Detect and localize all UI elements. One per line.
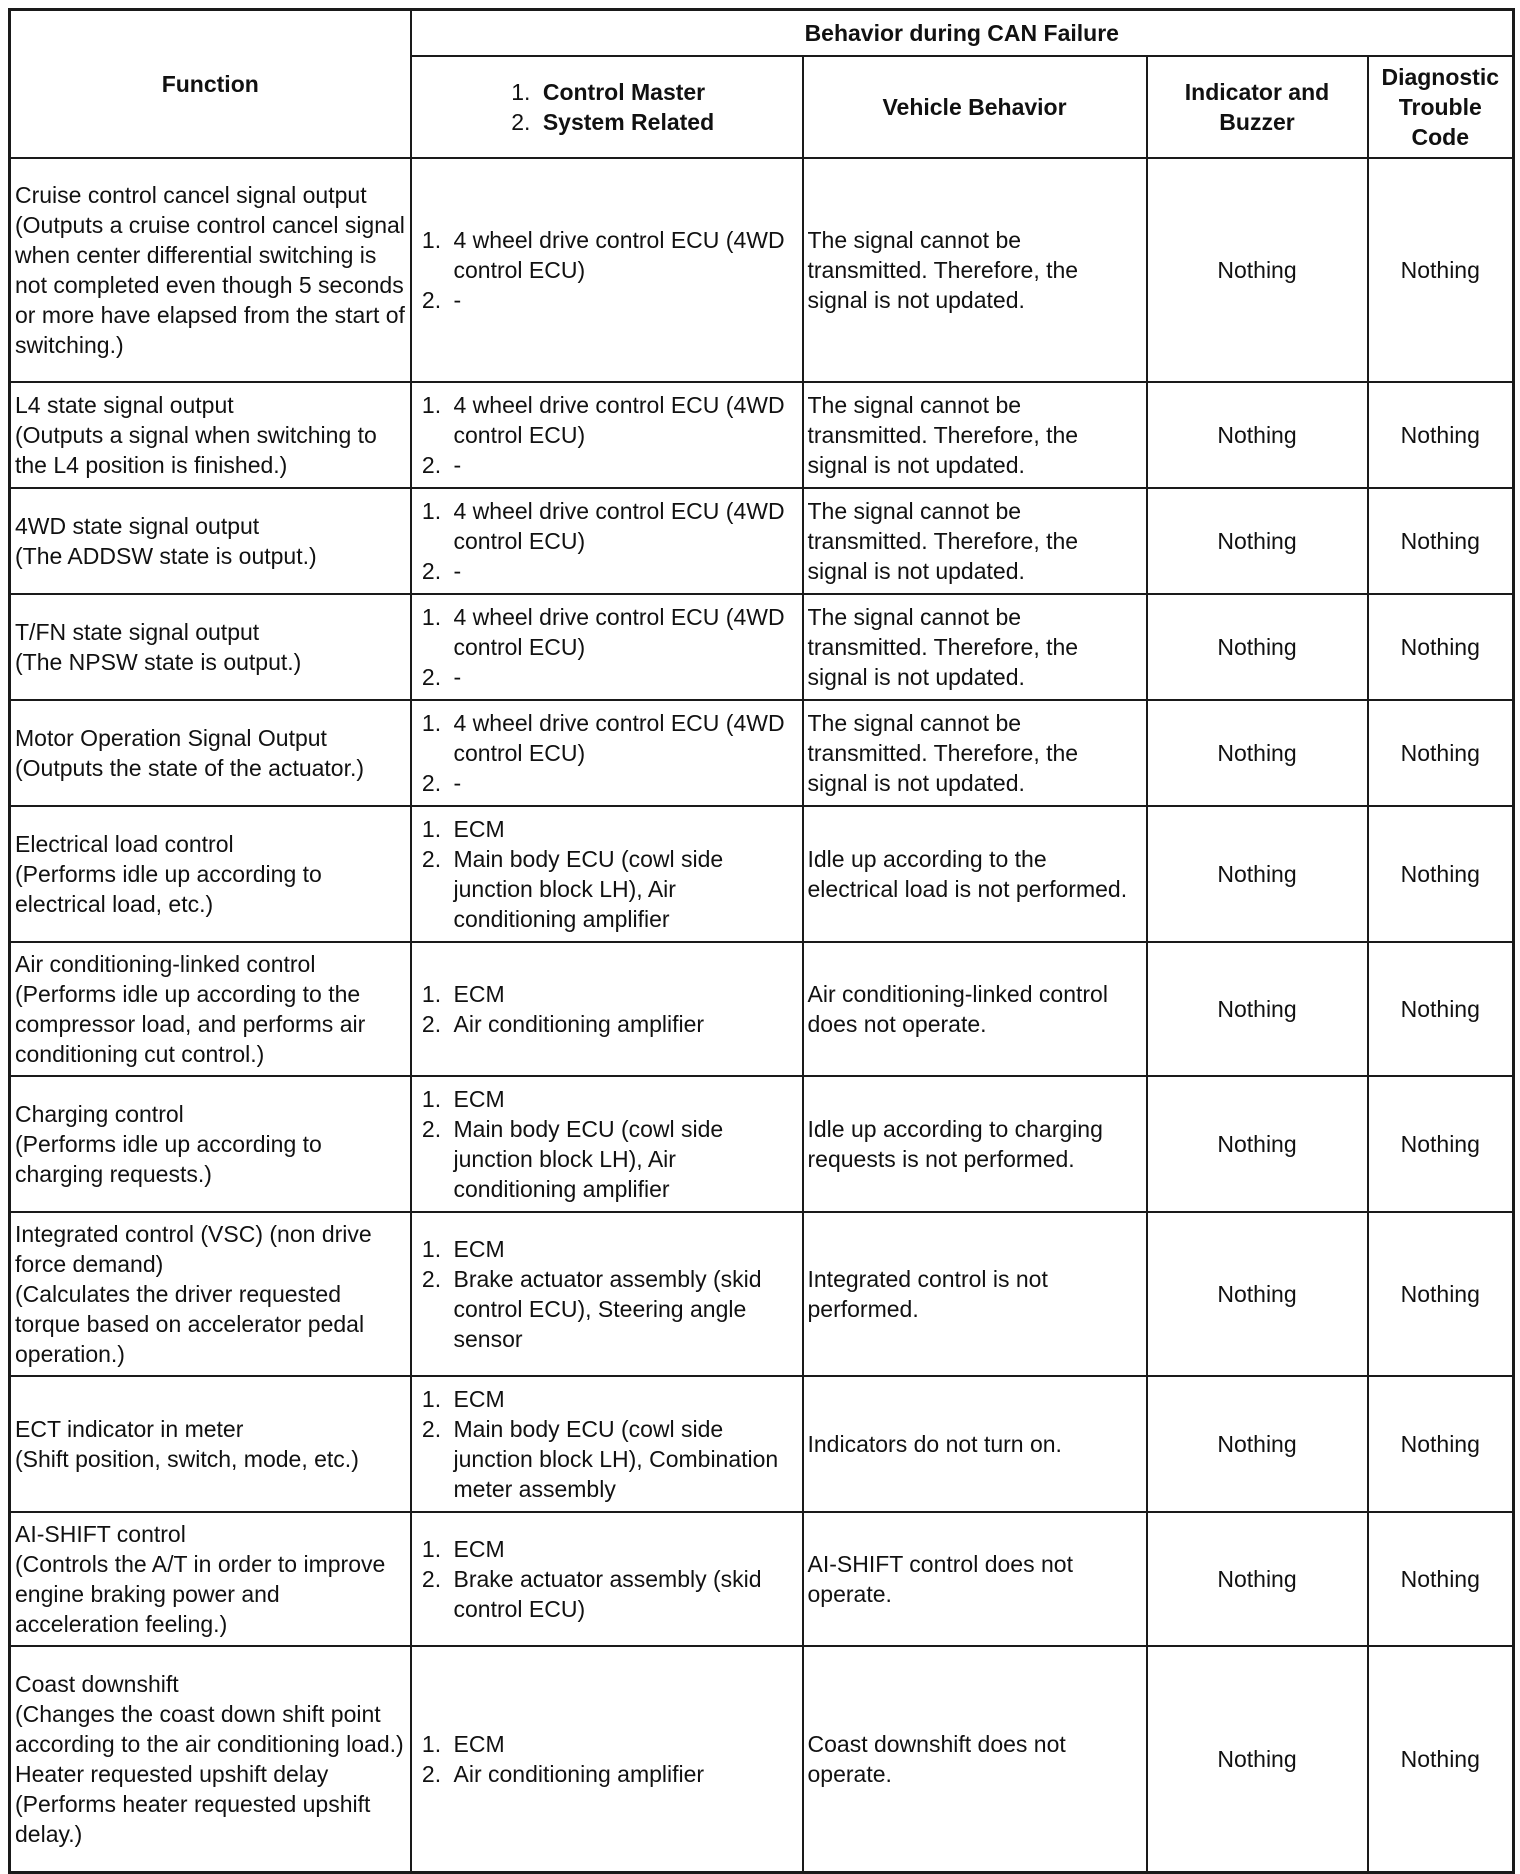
vehicle-behavior-cell: AI-SHIFT control does not operate. <box>803 1512 1147 1646</box>
function-cell <box>10 1376 411 1512</box>
function-text: ECT indicator in meter <box>15 1416 244 1442</box>
table-row <box>10 158 1514 382</box>
control-master-cell <box>411 700 803 806</box>
function-text: Charging control <box>15 1101 184 1127</box>
control-master-cell <box>411 942 803 1076</box>
function-text: (Controls the A/T in order to improve engine braking power and acceleration feeling.) <box>15 1551 386 1637</box>
control-master-item: 1. 4 wheel drive control ECU (4WD control ECU) <box>448 708 798 768</box>
function-text: Electrical load control <box>15 831 234 857</box>
system-related-item: 2. Main body ECU (cowl side junction block LH), Air conditioning amplifier <box>448 844 798 934</box>
function-text: (Changes the coast down shift point according to the air conditioning load.) <box>15 1700 404 1757</box>
table-row <box>10 806 1514 942</box>
function-cell <box>10 806 411 942</box>
control-master-cell <box>411 488 803 594</box>
control-master-item: 1. ECM <box>448 1384 798 1414</box>
indicator-buzzer-cell: Nothing <box>1147 942 1368 1076</box>
control-master-cell <box>411 1076 803 1212</box>
system-related-item: 2. Main body ECU (cowl side junction block LH), Air conditioning amplifier <box>448 1114 798 1204</box>
header-indicator-buzzer: Indicator and Buzzer <box>1147 56 1368 158</box>
header-function: Function <box>10 10 411 159</box>
function-text: Heater requested upshift delay <box>15 1760 329 1787</box>
table-body <box>10 158 1514 1872</box>
control-master-item: 1. ECM <box>448 1084 798 1114</box>
indicator-buzzer-cell: Nothing <box>1147 488 1368 594</box>
can-failure-table <box>8 8 1515 1874</box>
dtc-cell: Nothing <box>1368 1512 1514 1646</box>
function-text: (Performs idle up according to the compressor load, and performs air conditioning cut control.) <box>15 981 366 1067</box>
control-master-item: 1. ECM <box>448 1234 798 1264</box>
system-related-item: 2. - <box>448 285 798 315</box>
control-master-item: 1. ECM <box>448 814 798 844</box>
dtc-cell: Nothing <box>1368 942 1514 1076</box>
indicator-buzzer-cell: Nothing <box>1147 1646 1368 1872</box>
function-cell <box>10 1212 411 1376</box>
vehicle-behavior-cell: The signal cannot be transmitted. Therefore, the signal is not updated. <box>803 382 1147 488</box>
system-related-item: 2. Main body ECU (cowl side junction block LH), Combination meter assembly <box>448 1414 798 1504</box>
header-dtc: Diagnostic Trouble Code <box>1368 56 1514 158</box>
control-master-cell <box>411 1512 803 1646</box>
table-row <box>10 594 1514 700</box>
dtc-cell: Nothing <box>1368 382 1514 488</box>
indicator-buzzer-cell: Nothing <box>1147 382 1368 488</box>
function-text: (Performs idle up according to electrical load, etc.) <box>15 861 322 917</box>
control-master-item: 1. 4 wheel drive control ECU (4WD control ECU) <box>448 602 798 662</box>
table-row <box>10 1512 1514 1646</box>
indicator-buzzer-cell: Nothing <box>1147 1376 1368 1512</box>
table-row <box>10 1076 1514 1212</box>
dtc-cell: Nothing <box>1368 488 1514 594</box>
control-master-item: 1. 4 wheel drive control ECU (4WD control ECU) <box>448 225 798 285</box>
function-text: (Performs heater requested upshift delay.) <box>15 1790 371 1847</box>
dtc-cell: Nothing <box>1368 1076 1514 1212</box>
vehicle-behavior-cell: The signal cannot be transmitted. Therefore, the signal is not updated. <box>803 158 1147 382</box>
function-cell <box>10 158 411 382</box>
table-row <box>10 700 1514 806</box>
table-row <box>10 382 1514 488</box>
control-master-cell <box>411 1212 803 1376</box>
system-related-item: 2. - <box>448 556 798 586</box>
function-cell <box>10 700 411 806</box>
dtc-cell: Nothing <box>1368 700 1514 806</box>
table-row <box>10 1376 1514 1512</box>
control-master-cell <box>411 382 803 488</box>
control-master-cell <box>411 158 803 382</box>
indicator-buzzer-cell: Nothing <box>1147 1512 1368 1646</box>
control-master-item: 1. ECM <box>448 1534 798 1564</box>
table-row <box>10 488 1514 594</box>
function-cell <box>10 382 411 488</box>
function-cell <box>10 488 411 594</box>
function-cell <box>10 594 411 700</box>
system-related-item: 2. Air conditioning amplifier <box>448 1759 798 1789</box>
function-text: (Outputs a signal when switching to the L4 position is finished.) <box>15 422 377 478</box>
system-related-item: 2. Air conditioning amplifier <box>448 1009 798 1039</box>
function-cell <box>10 1646 411 1872</box>
vehicle-behavior-cell: Idle up according to charging requests is not performed. <box>803 1076 1147 1212</box>
function-text: (Shift position, switch, mode, etc.) <box>15 1446 359 1472</box>
indicator-buzzer-cell: Nothing <box>1147 1076 1368 1212</box>
function-text: (Performs idle up according to charging requests.) <box>15 1131 322 1187</box>
indicator-buzzer-cell: Nothing <box>1147 1212 1368 1376</box>
header-behavior-group: Behavior during CAN Failure <box>411 10 1514 57</box>
indicator-buzzer-cell: Nothing <box>1147 700 1368 806</box>
system-related-item: 2. Brake actuator assembly (skid control ECU), Steering angle sensor <box>448 1264 798 1354</box>
function-text: Coast downshift <box>15 1670 179 1697</box>
function-text: L4 state signal output <box>15 392 234 418</box>
vehicle-behavior-cell: Integrated control is not performed. <box>803 1212 1147 1376</box>
function-text: (Outputs the state of the actuator.) <box>15 755 365 781</box>
control-master-cell <box>411 806 803 942</box>
indicator-buzzer-cell: Nothing <box>1147 594 1368 700</box>
control-master-item: 1. 4 wheel drive control ECU (4WD control ECU) <box>448 390 798 450</box>
function-cell <box>10 942 411 1076</box>
system-related-item: 2. - <box>448 662 798 692</box>
function-cell <box>10 1512 411 1646</box>
indicator-buzzer-cell: Nothing <box>1147 158 1368 382</box>
header-system-related-item: 2. System Related <box>537 107 714 137</box>
dtc-cell: Nothing <box>1368 158 1514 382</box>
function-text: AI-SHIFT control <box>15 1521 186 1547</box>
dtc-cell: Nothing <box>1368 1646 1514 1872</box>
dtc-cell: Nothing <box>1368 806 1514 942</box>
header-control-master-item: 1. Control Master <box>537 77 714 107</box>
dtc-cell: Nothing <box>1368 594 1514 700</box>
vehicle-behavior-cell: Coast downshift does not operate. <box>803 1646 1147 1872</box>
vehicle-behavior-cell: The signal cannot be transmitted. Therefore, the signal is not updated. <box>803 488 1147 594</box>
vehicle-behavior-cell: Indicators do not turn on. <box>803 1376 1147 1512</box>
indicator-buzzer-cell: Nothing <box>1147 806 1368 942</box>
function-text: (Outputs a cruise control cancel signal when center differential switching is not completed even though 5 seconds or more have elapsed from the start of switching.) <box>15 212 405 358</box>
header-control-master <box>411 56 803 158</box>
function-text: Cruise control cancel signal output <box>15 182 367 208</box>
table-row <box>10 1212 1514 1376</box>
control-master-cell <box>411 1646 803 1872</box>
table-row <box>10 942 1514 1076</box>
function-text: (The NPSW state is output.) <box>15 649 302 675</box>
vehicle-behavior-cell: The signal cannot be transmitted. Therefore, the signal is not updated. <box>803 594 1147 700</box>
vehicle-behavior-cell: The signal cannot be transmitted. Therefore, the signal is not updated. <box>803 700 1147 806</box>
system-related-item: 2. Brake actuator assembly (skid control ECU) <box>448 1564 798 1624</box>
control-master-item: 1. 4 wheel drive control ECU (4WD control ECU) <box>448 496 798 556</box>
function-cell <box>10 1076 411 1212</box>
dtc-cell: Nothing <box>1368 1212 1514 1376</box>
system-related-item: 2. - <box>448 450 798 480</box>
control-master-cell <box>411 1376 803 1512</box>
control-master-item: 1. ECM <box>448 1729 798 1759</box>
function-text: Motor Operation Signal Output <box>15 725 327 751</box>
function-text: 4WD state signal output <box>15 513 260 539</box>
function-text: Integrated control (VSC) (non drive force demand) <box>15 1221 372 1277</box>
vehicle-behavior-cell: Air conditioning-linked control does not operate. <box>803 942 1147 1076</box>
table-row <box>10 1646 1514 1872</box>
function-text: T/FN state signal output <box>15 619 260 645</box>
vehicle-behavior-cell: Idle up according to the electrical load is not performed. <box>803 806 1147 942</box>
system-related-item: 2. - <box>448 768 798 798</box>
dtc-cell: Nothing <box>1368 1376 1514 1512</box>
control-master-item: 1. ECM <box>448 979 798 1009</box>
header-vehicle-behavior: Vehicle Behavior <box>803 56 1147 158</box>
function-text: (The ADDSW state is output.) <box>15 543 317 569</box>
control-master-cell <box>411 594 803 700</box>
function-text: (Calculates the driver requested torque based on accelerator pedal operation.) <box>15 1281 365 1367</box>
function-text: Air conditioning-linked control <box>15 951 316 977</box>
